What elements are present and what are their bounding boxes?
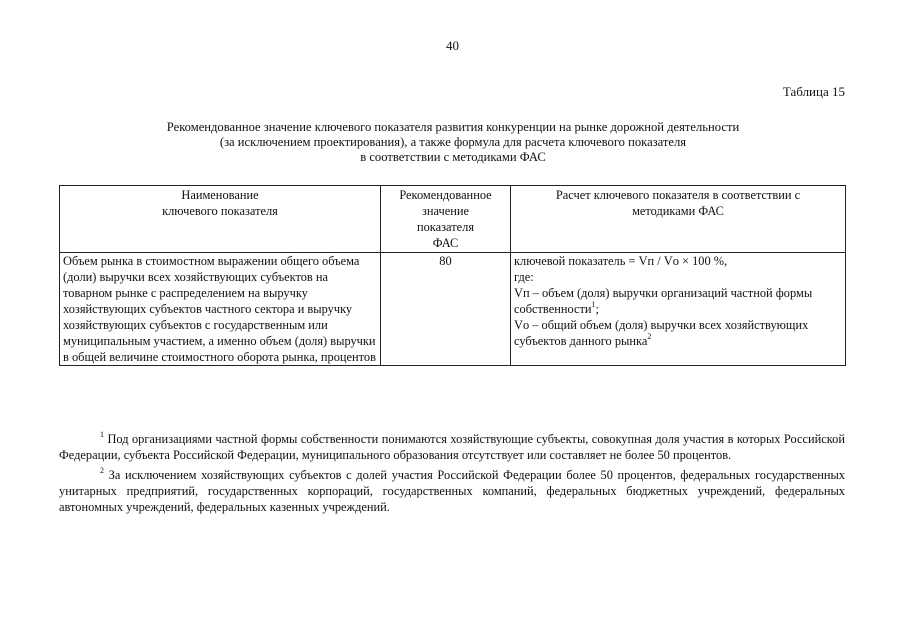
vo-definition bbox=[514, 317, 842, 349]
vo-text: Vо – общий объем (доля) выручки всех хозяйствующих субъектов данного рынка bbox=[514, 318, 809, 348]
title-line-2: (за исключением проектирования), а также формула для расчета ключевого показателя bbox=[219, 135, 687, 149]
vp-end: ; bbox=[595, 302, 599, 316]
vp-definition bbox=[514, 285, 842, 317]
header-col3-line-2: методиками ФАС bbox=[632, 204, 724, 218]
table-header-row bbox=[60, 186, 846, 253]
title-line-3: в соответствии с методиками ФАС bbox=[360, 150, 546, 164]
kpi-table bbox=[59, 185, 846, 366]
header-col1-line-1: Наименование bbox=[181, 188, 259, 202]
table-row bbox=[60, 253, 846, 366]
page-number: 40 bbox=[446, 38, 459, 53]
calculation-cell bbox=[511, 253, 846, 366]
table-label: Таблица 15 bbox=[782, 84, 845, 99]
header-recommended-value bbox=[381, 186, 511, 253]
formula-text: ключевой показатель = Vп / Vо × 100 %, bbox=[514, 254, 728, 268]
footnote-ref-1: 1 bbox=[591, 299, 596, 309]
title-line-1: Рекомендованное значение ключевого показателя развития конкуренции на рынке дорожной деятельности bbox=[166, 120, 740, 134]
header-col3-line-1: Расчет ключевого показателя в соответствии с bbox=[555, 188, 801, 202]
vp-text: Vп – объем (доля) выручки организаций частной формы собственности bbox=[514, 286, 813, 316]
footnotes bbox=[59, 431, 845, 519]
footnote-ref-2: 2 bbox=[647, 331, 652, 341]
header-calculation bbox=[511, 186, 846, 253]
recommended-value-cell: 80 bbox=[381, 253, 511, 366]
header-col2-line-4: ФАС bbox=[432, 236, 459, 250]
header-col1-line-2: ключевого показателя bbox=[162, 204, 278, 218]
footnote-1-marker: 1 bbox=[100, 429, 104, 439]
indicator-name-cell: Объем рынка в стоимостном выражении общего объема (доли) выручки всех хозяйствующих субъектов на товарном рынке с распределением на выручку хозяйствующих субъектов частного сектора и выручку хозяйствующих субъектов с государственным или муниципальным участием, а именно объем (доля) выручки в общей величине стоимостного оборота рынка, процентов bbox=[60, 253, 381, 366]
where-text: где: bbox=[514, 270, 534, 284]
header-col2-line-2: значение bbox=[421, 204, 470, 218]
footnote-1 bbox=[59, 431, 845, 463]
footnote-2-text: За исключением хозяйствующих субъектов с долей участия Российской Федерации более 50 процентов, федеральных государственных унитарных предприятий, государственных корпораций, государственных компаний, федеральных бюджетных учреждений, федеральных автономных учреждений, федеральных казенных учреждений. bbox=[59, 468, 845, 514]
header-indicator-name bbox=[60, 186, 381, 253]
footnote-1-text: Под организациями частной формы собственности понимаются хозяйствующие субъекты, совокупная доля участия в которых Российской Федерации, субъекта Российской Федерации, муниципального образования отсутствует или составляет не более 50 процентов. bbox=[59, 432, 845, 462]
footnote-2 bbox=[59, 467, 845, 515]
header-col2-line-1: Рекомендованное bbox=[399, 188, 492, 202]
footnote-2-marker: 2 bbox=[100, 465, 104, 475]
header-col2-line-3: показателя bbox=[416, 220, 475, 234]
document-title bbox=[60, 120, 846, 165]
